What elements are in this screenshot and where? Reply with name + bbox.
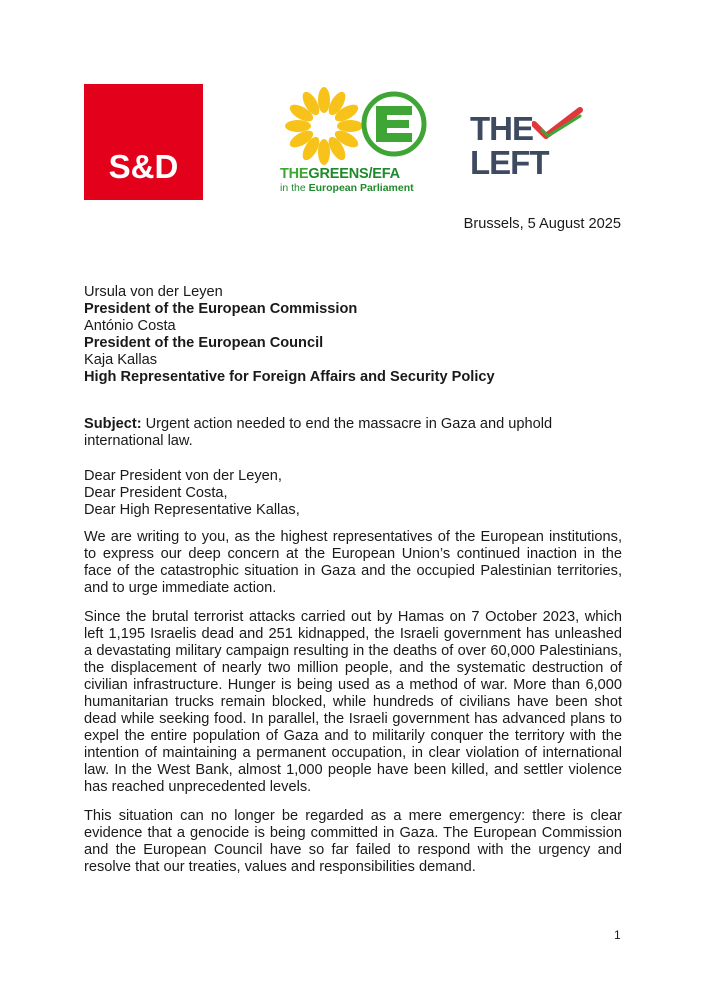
- recipient-title: High Representative for Foreign Affairs and Security Policy: [84, 369, 495, 385]
- greens-subtitle: [280, 182, 414, 194]
- left-check-icon: [532, 106, 584, 140]
- recipient-title: President of the European Commission: [84, 301, 358, 317]
- sd-logo-text: S&D: [108, 148, 179, 185]
- body-paragraph: Since the brutal terrorist attacks carried out by Hamas on 7 October 2023, which left 1,195 Israelis dead and 251 kidnapped, the Israeli government has unleashed a devastating military campaign resulting in the deaths of over 60,000 Palestinians, the displacement of nearly two million people, and the systematic destruction of civilian infrastructure. Hunger is being used as a method of war. More than 6,000 humanitarian trucks remain blocked, while hundreds of civilians have been shot dead while seeking food. In parallel, the Israeli government has advanced plans to expel the entire population of Gaza and to militarily conquer the territory with the intention of maintaining a permanent occupation, in clear violation of international law. In the West Bank, almost 1,000 people have been killed, and settler violence has reached unprecedented levels.: [84, 609, 622, 795]
- left-word-left: LEFT: [470, 144, 549, 181]
- recipient-name: Kaja Kallas: [84, 352, 158, 368]
- greens-sunflower-icon: [276, 86, 432, 168]
- salutation: Dear President Costa,: [84, 485, 228, 501]
- salutation: Dear High Representative Kallas,: [84, 502, 300, 518]
- greens-name-main: GREENS/EFA: [308, 166, 400, 182]
- recipient-title: President of the European Council: [84, 335, 324, 351]
- body-paragraph: We are writing to you, as the highest representatives of the European institutions, to express our deep concern at the European Union’s continued inaction in the face of the catastrophic situation in Gaza and the occupied Palestinian territories, and to urge immediate action.: [84, 529, 622, 596]
- greens-efa-logo: [276, 86, 432, 196]
- subject-text: Urgent action needed to end the massacre in Gaza and uphold international law.: [84, 416, 553, 449]
- greens-name: [280, 166, 400, 182]
- body-paragraph: This situation can no longer be regarded as a mere emergency: there is clear evidence that a genocide is being committed in Gaza. The European Commission and the European Council have so far failed to respond with the urgency and resolve that our treaties, values and responsibilities demand.: [84, 808, 622, 875]
- recipient-name: António Costa: [84, 318, 176, 334]
- sd-logo: [84, 84, 203, 200]
- letter-date: Brussels, 5 August 2025: [463, 216, 621, 232]
- salutation: Dear President von der Leyen,: [84, 468, 282, 484]
- left-word-the: THE: [470, 110, 533, 147]
- subject-line: [84, 416, 622, 450]
- greens-name-the: THE: [280, 166, 309, 182]
- page-number: 1: [614, 928, 621, 942]
- recipient-name: Ursula von der Leyen: [84, 284, 223, 300]
- greens-subtitle-main: European Parliament: [308, 182, 414, 194]
- subject-label: Subject:: [84, 416, 142, 432]
- the-left-logo: [470, 110, 580, 181]
- greens-subtitle-prefix: in the: [280, 182, 309, 194]
